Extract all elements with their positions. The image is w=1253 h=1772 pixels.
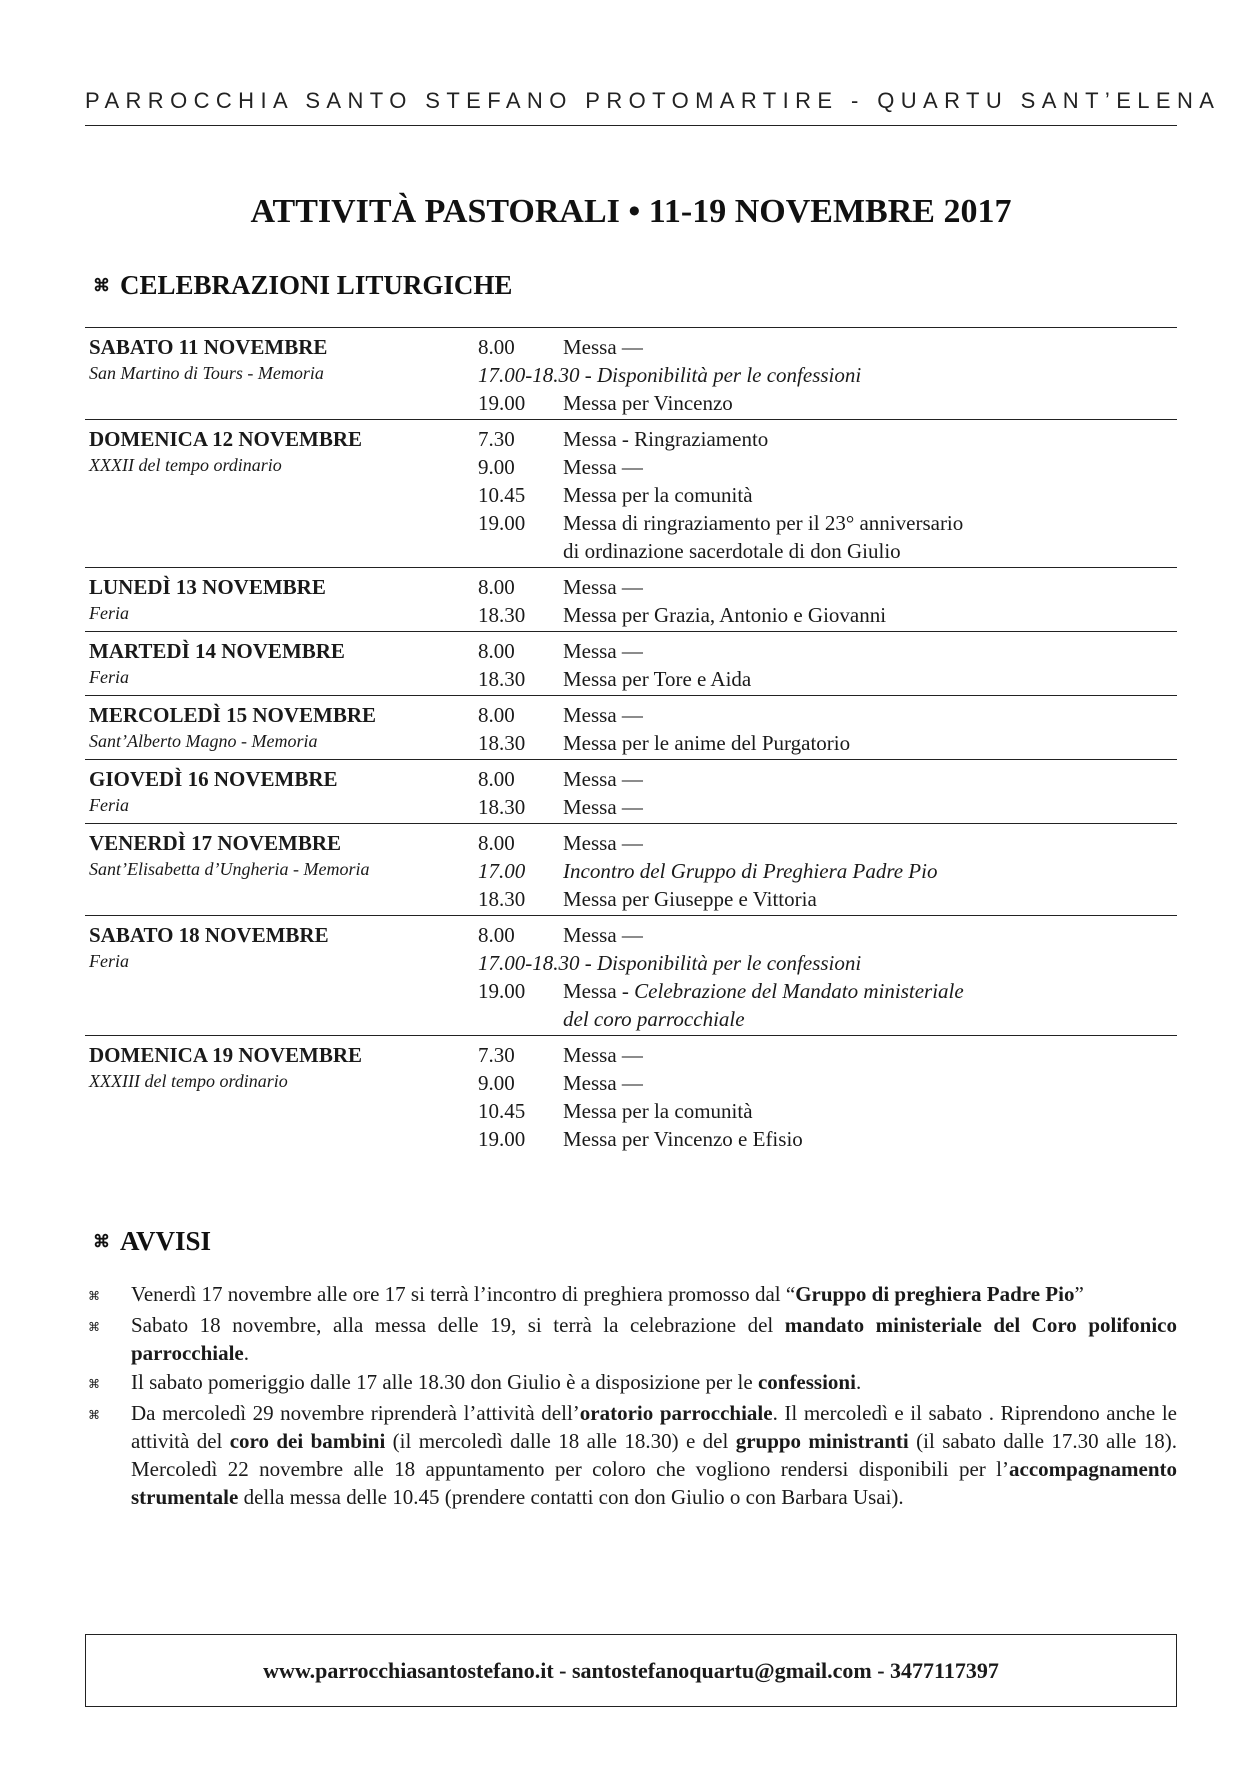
event-description-text: Incontro del Gruppo di Preghiera Padre Pio: [563, 859, 938, 883]
notice-text: [131, 1311, 1177, 1367]
notice-text-part: (il mercoledì dalle 18 alle 18.30) e del: [385, 1429, 736, 1453]
event-time: 7.30: [478, 427, 515, 451]
event-description: [563, 1125, 1177, 1153]
event-description-text: Messa —: [563, 1071, 643, 1095]
event-time: 19.00: [478, 391, 526, 415]
event-item: [478, 361, 1177, 389]
event-description: [563, 333, 1177, 361]
section-notices-title: [93, 1226, 211, 1257]
event-item: [478, 453, 1177, 481]
day-row: [85, 328, 1177, 420]
event-description: [563, 665, 1177, 693]
notice-text-part: Il sabato pomeriggio dalle 17 alle 18.30 don Giulio è a disposizione per le: [131, 1370, 758, 1394]
event-item: [478, 601, 1177, 629]
day-name: MERCOLEDÌ 15 NOVEMBRE: [89, 703, 377, 727]
event-description: [563, 701, 1177, 729]
event-item: [478, 793, 1177, 821]
event-description-text: Messa —: [563, 455, 643, 479]
event-item: [478, 729, 1177, 757]
events-list: [478, 1041, 1177, 1153]
day-info: [85, 829, 478, 913]
event-item: [478, 921, 1177, 949]
event-time: 8.00: [478, 639, 515, 663]
event-item: [478, 537, 1177, 565]
day-note: Feria: [89, 667, 129, 687]
event-description: [563, 537, 1177, 565]
event-description: [563, 921, 1177, 949]
event-time: 19.00: [478, 1127, 526, 1151]
schedule-table: [85, 327, 1177, 1155]
notice-text: [131, 1399, 1177, 1511]
event-time: 9.00: [478, 1071, 515, 1095]
events-list: [478, 573, 1177, 629]
day-note: San Martino di Tours - Memoria: [89, 363, 324, 383]
event-description: [563, 573, 1177, 601]
day-row: [85, 1036, 1177, 1155]
footer-contacts: www.parrocchiasantostefano.it - santostefanoquartu@gmail.com - 3477117397: [85, 1634, 1177, 1707]
event-item: [478, 885, 1177, 913]
events-list: [478, 765, 1177, 821]
day-name: MARTEDÌ 14 NOVEMBRE: [89, 639, 345, 663]
event-time: 8.00: [478, 831, 515, 855]
notice-text-bold: accompagnamento strumentale: [131, 1457, 1177, 1509]
event-description-text: Messa per Vincenzo e Efisio: [563, 1127, 803, 1151]
notice-text-bold: coro dei bambini: [229, 1429, 386, 1453]
event-time: 10.45: [478, 1099, 526, 1123]
day-name: SABATO 11 NOVEMBRE: [89, 335, 328, 359]
section-celebrations-label: CELEBRAZIONI LITURGICHE: [120, 270, 513, 300]
event-item: [478, 333, 1177, 361]
notice-text-part: .: [243, 1341, 250, 1365]
event-description-text: Messa —: [563, 767, 643, 791]
event-item: [478, 701, 1177, 729]
day-row: [85, 696, 1177, 760]
notice-text-part: . Il mercoledì e il sabato . Riprendono anche le attività del: [131, 1401, 1177, 1453]
event-description: [563, 1069, 1177, 1097]
day-info: [85, 425, 478, 565]
day-info: [85, 701, 478, 757]
event-item: [478, 829, 1177, 857]
event-description-italic: Celebrazione del Mandato ministeriale: [634, 979, 964, 1003]
day-row: [85, 632, 1177, 696]
event-time: 18.30: [478, 795, 526, 819]
events-list: [478, 637, 1177, 693]
notice-text-part: Venerdì 17 novembre alle ore 17 si terrà l’incontro di preghiera promosso dal “: [131, 1282, 796, 1306]
day-row: [85, 916, 1177, 1036]
event-description-text: Messa per le anime del Purgatorio: [563, 731, 851, 755]
event-description-text: di ordinazione sacerdotale di don Giulio: [563, 539, 901, 563]
events-list: [478, 921, 1177, 1033]
event-time: 18.30: [478, 603, 526, 627]
bullet-icon: ⌘: [88, 1289, 100, 1303]
event-time: 9.00: [478, 455, 515, 479]
notice-text-bold: mandato ministeriale del Coro polifonico parrocchiale: [131, 1313, 1177, 1365]
event-time: 7.30: [478, 1043, 515, 1067]
day-name: DOMENICA 12 NOVEMBRE: [89, 427, 363, 451]
event-item: [478, 977, 1177, 1005]
event-description: [563, 857, 1177, 885]
event-description: [563, 765, 1177, 793]
event-description: 17.00-18.30 - Disponibilità per le confessioni: [478, 363, 862, 387]
day-row: [85, 420, 1177, 568]
day-note: XXXIII del tempo ordinario: [89, 1071, 288, 1091]
event-item: [478, 573, 1177, 601]
event-description: [563, 425, 1177, 453]
event-description-text: Messa —: [563, 335, 643, 359]
day-info: [85, 637, 478, 693]
event-item: [478, 765, 1177, 793]
event-time: 8.00: [478, 703, 515, 727]
event-time: [478, 1005, 563, 1033]
event-description-text: Messa —: [563, 923, 643, 947]
event-item: [478, 949, 1177, 977]
event-time: 19.00: [478, 511, 526, 535]
event-description: 17.00-18.30 - Disponibilità per le confessioni: [478, 951, 862, 975]
event-description: [563, 977, 1177, 1005]
notice-item: [88, 1399, 1177, 1511]
notice-item: [88, 1280, 1177, 1310]
day-row: [85, 760, 1177, 824]
day-row: [85, 824, 1177, 916]
notice-text: [131, 1368, 1177, 1398]
event-description: [563, 601, 1177, 629]
event-item: [478, 1041, 1177, 1069]
event-description: [563, 729, 1177, 757]
event-item: [478, 509, 1177, 537]
day-info: [85, 573, 478, 629]
day-note: Sant’Alberto Magno - Memoria: [89, 731, 318, 751]
event-description-text: Messa -: [563, 979, 635, 1003]
event-description-text: Messa —: [563, 795, 643, 819]
section-celebrations-title: [93, 270, 512, 301]
event-description-text: Messa —: [563, 703, 643, 727]
section-notices-label: AVVISI: [120, 1226, 212, 1256]
day-note: Sant’Elisabetta d’Ungheria - Memoria: [89, 859, 370, 879]
event-description-text: Messa per Tore e Aida: [563, 667, 752, 691]
event-item: [478, 425, 1177, 453]
bullet-icon: ⌘: [93, 1232, 110, 1251]
events-list: [478, 425, 1177, 565]
event-item: [478, 481, 1177, 509]
event-item: [478, 389, 1177, 417]
events-list: [478, 829, 1177, 913]
events-list: [478, 701, 1177, 757]
day-name: SABATO 18 NOVEMBRE: [89, 923, 329, 947]
event-description: [563, 453, 1177, 481]
event-item: [478, 857, 1177, 885]
event-item: [478, 637, 1177, 665]
events-list: [478, 333, 1177, 417]
day-info: [85, 333, 478, 417]
event-description-text: Messa di ringraziamento per il 23° anniversario: [563, 511, 964, 535]
event-description: [563, 637, 1177, 665]
event-item: [478, 1005, 1177, 1033]
bullet-icon: ⌘: [88, 1320, 100, 1334]
notice-text-part: Da mercoledì 29 novembre riprenderà l’attività dell’: [131, 1401, 580, 1425]
event-item: [478, 1097, 1177, 1125]
event-description-text: Messa per Grazia, Antonio e Giovanni: [563, 603, 887, 627]
event-description-text: Messa —: [563, 1043, 643, 1067]
day-row: [85, 568, 1177, 632]
notice-text-bold: gruppo ministranti: [735, 1429, 909, 1453]
notice-text-bold: confessioni: [757, 1370, 856, 1394]
notice-text-part: .: [855, 1370, 862, 1394]
event-time: 8.00: [478, 575, 515, 599]
event-item: [478, 1125, 1177, 1153]
event-description: [563, 1097, 1177, 1125]
parish-header: PARROCCHIA SANTO STEFANO PROTOMARTIRE - QUARTU SANT’ELENA: [85, 88, 1221, 113]
notice-text: [131, 1280, 1177, 1310]
bullet-icon: ⌘: [88, 1408, 100, 1422]
event-description-text: Messa per la comunità: [563, 483, 753, 507]
notice-text-part: Sabato 18 novembre, alla messa delle 19, si terrà la celebrazione del: [131, 1313, 785, 1337]
notice-text-part: della messa delle 10.45 (prendere contatti con don Giulio o con Barbara Usai).: [238, 1485, 904, 1509]
day-info: [85, 765, 478, 821]
event-time: 8.00: [478, 923, 515, 947]
event-time: 10.45: [478, 483, 526, 507]
day-note: XXXII del tempo ordinario: [89, 455, 282, 475]
event-time: 8.00: [478, 335, 515, 359]
event-description-text: Messa - Ringraziamento: [563, 427, 769, 451]
event-item: [478, 665, 1177, 693]
day-name: DOMENICA 19 NOVEMBRE: [89, 1043, 363, 1067]
event-item: [478, 1069, 1177, 1097]
event-description: [563, 793, 1177, 821]
event-time: [478, 537, 563, 565]
event-description-text: Messa per Vincenzo: [563, 391, 733, 415]
event-description-text: Messa per Giuseppe e Vittoria: [563, 887, 817, 911]
event-time: 18.30: [478, 887, 526, 911]
event-description: [563, 1005, 1177, 1033]
event-description: [563, 1041, 1177, 1069]
bullet-icon: ⌘: [93, 276, 110, 295]
event-description: [563, 885, 1177, 913]
notice-item: [88, 1311, 1177, 1367]
day-info: [85, 1041, 478, 1153]
notice-text-bold: oratorio parrocchiale: [579, 1401, 773, 1425]
event-description-text: Messa —: [563, 831, 643, 855]
notice-item: [88, 1368, 1177, 1398]
notice-text-bold: Gruppo di preghiera Padre Pio: [795, 1282, 1075, 1306]
day-name: GIOVEDÌ 16 NOVEMBRE: [89, 767, 338, 791]
notices-list: [88, 1280, 1177, 1512]
event-description: [563, 509, 1177, 537]
event-description: [563, 389, 1177, 417]
event-description-italic: del coro parrocchiale: [563, 1007, 745, 1031]
event-time: 18.30: [478, 731, 526, 755]
event-description: [563, 829, 1177, 857]
day-name: VENERDÌ 17 NOVEMBRE: [89, 831, 342, 855]
event-time: 18.30: [478, 667, 526, 691]
event-description-text: Messa per la comunità: [563, 1099, 753, 1123]
day-note: Feria: [89, 795, 129, 815]
event-description-text: Messa —: [563, 575, 643, 599]
event-description: [563, 481, 1177, 509]
day-note: Feria: [89, 603, 129, 623]
page-title: ATTIVITÀ PASTORALI • 11-19 NOVEMBRE 2017: [250, 193, 1012, 230]
event-description-text: Messa —: [563, 639, 643, 663]
notice-text-part: ”: [1074, 1282, 1084, 1306]
day-note: Feria: [89, 951, 129, 971]
event-time: 17.00: [478, 859, 526, 883]
bullet-icon: ⌘: [88, 1377, 100, 1391]
header-divider: [85, 125, 1177, 126]
day-name: LUNEDÌ 13 NOVEMBRE: [89, 575, 326, 599]
event-time: 8.00: [478, 767, 515, 791]
day-info: [85, 921, 478, 1033]
notice-text-part: (il sabato dalle 17.30 alle 18). Mercoledì 22 novembre alle 18 appuntamento per coloro che vogliono rendersi disponibili per l’: [131, 1429, 1177, 1481]
event-time: 19.00: [478, 979, 526, 1003]
